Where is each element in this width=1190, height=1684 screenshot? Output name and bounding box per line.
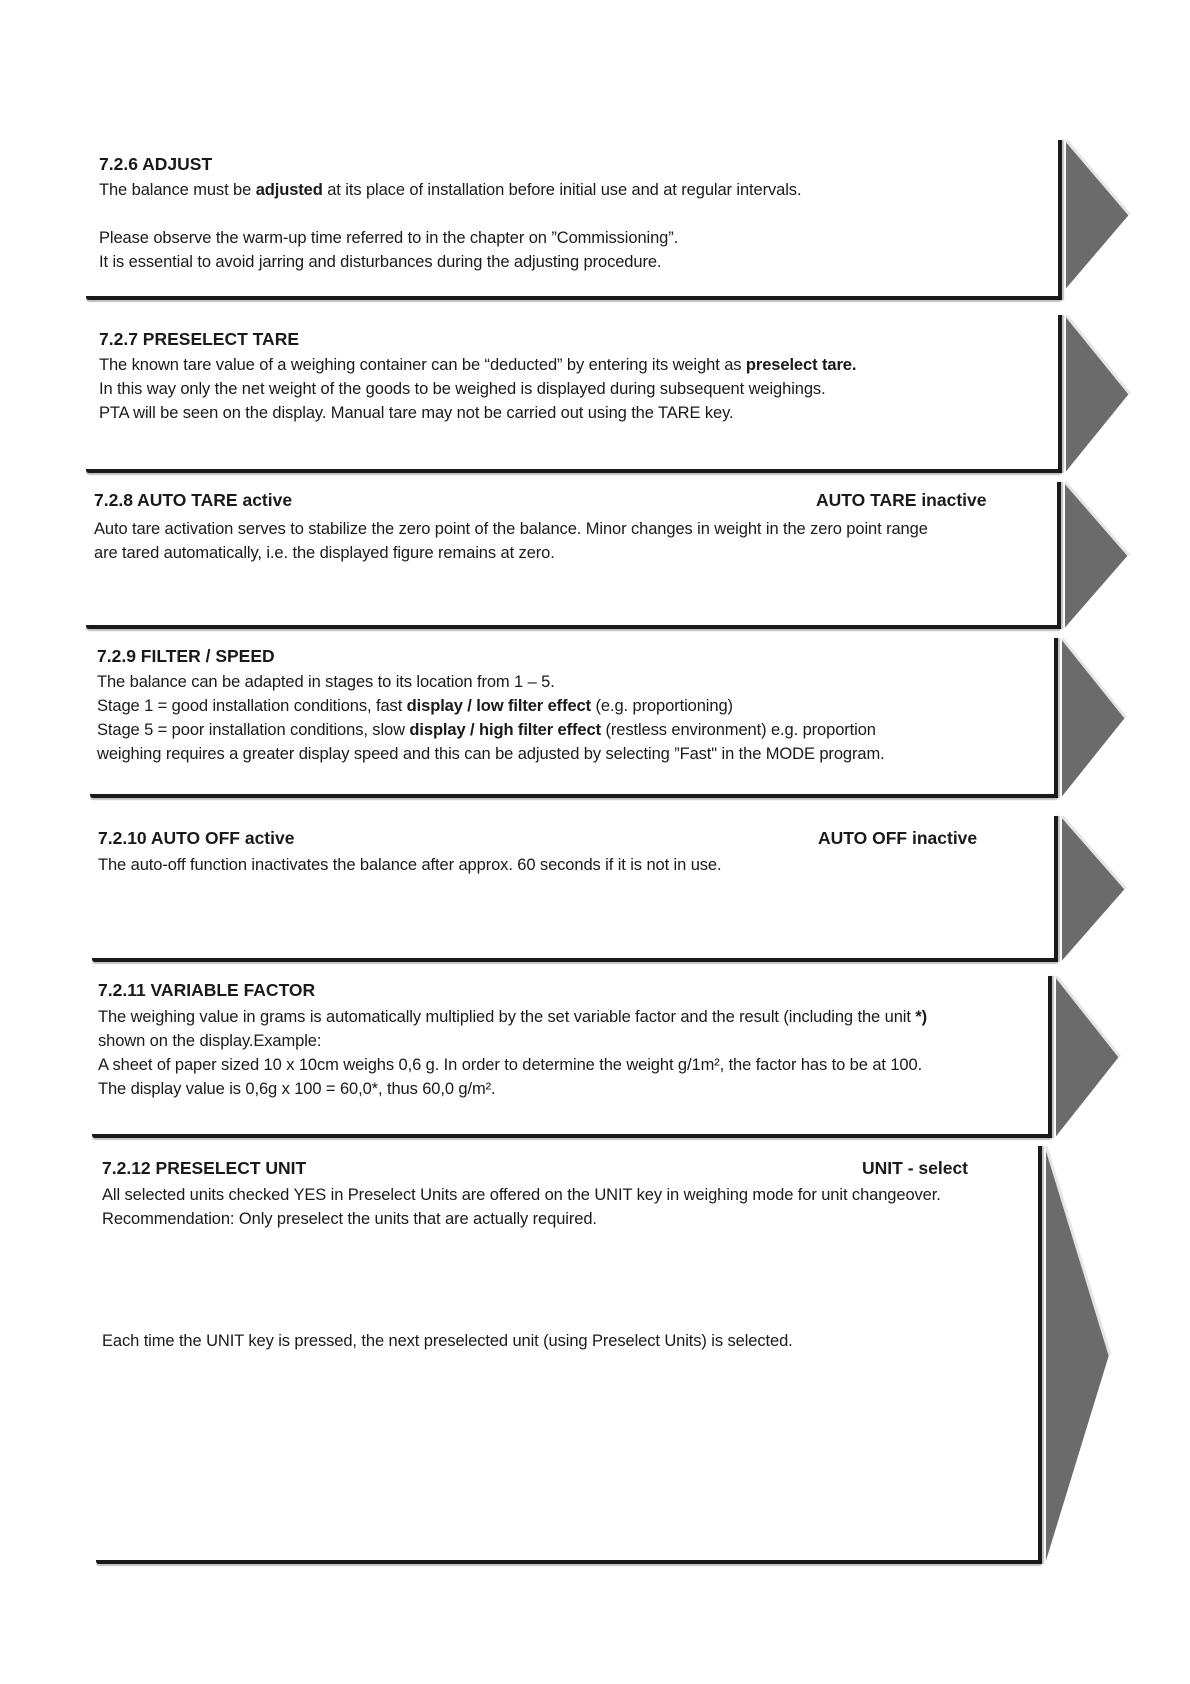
- section-filter-speed: [0, 638, 1190, 798]
- paragraph-line: [97, 672, 555, 692]
- paragraph-line: [99, 228, 678, 248]
- paragraph-line: [99, 379, 826, 399]
- section-variable-factor: [0, 976, 1190, 1138]
- text-run: The known tare value of a weighing container can be “deducted” by entering its weight as: [99, 356, 746, 374]
- section-right-title: UNIT - select: [862, 1158, 968, 1178]
- paragraph-line: [98, 855, 721, 875]
- section-arrow-icon: [1063, 482, 1133, 629]
- bottom-rule: [92, 1134, 1052, 1138]
- section-title: 7.2.12 PRESELECT UNIT: [102, 1158, 307, 1178]
- text-run: weighing requires a greater display speed and this can be adjusted by selecting ”Fast" in the MODE program.: [97, 745, 885, 763]
- section-preselect-tare: [0, 315, 1190, 473]
- section-preselect-unit: [0, 1146, 1190, 1564]
- bottom-rule: [96, 1560, 1042, 1564]
- paragraph-line: [94, 543, 555, 563]
- section-auto-tare: [0, 482, 1190, 629]
- section-arrow-icon: [1060, 816, 1130, 962]
- paragraph-line: [98, 1007, 927, 1027]
- section-right-title: AUTO TARE inactive: [816, 490, 987, 510]
- section-adjust: [0, 140, 1190, 300]
- paragraph-line: [99, 252, 661, 272]
- paragraph-line: [97, 720, 876, 740]
- text-run: at its place of installation before initial use and at regular intervals.: [322, 181, 802, 199]
- paragraph-line: [102, 1185, 941, 1205]
- text-run: The auto-off function inactivates the balance after approx. 60 seconds if it is not in use.: [98, 856, 722, 874]
- paragraph-line: [99, 403, 734, 423]
- text-run: It is essential to avoid jarring and disturbances during the adjusting procedure.: [99, 253, 662, 271]
- text-run: PTA will be seen on the display. Manual tare may not be carried out using the TARE key.: [99, 404, 734, 422]
- emphasized-text: *): [915, 1008, 928, 1026]
- section-title: 7.2.9 FILTER / SPEED: [97, 646, 275, 666]
- bottom-rule: [90, 794, 1058, 798]
- arrow-shape: [1062, 638, 1126, 798]
- section-title: 7.2.11 VARIABLE FACTOR: [98, 980, 316, 1000]
- paragraph-line: [98, 1079, 496, 1099]
- arrow-shape: [1046, 1146, 1110, 1564]
- section-title: 7.2.8 AUTO TARE active: [94, 490, 293, 510]
- section-title: 7.2.7 PRESELECT TARE: [99, 329, 300, 349]
- text-run: Stage 1 = good installation conditions, fast: [97, 697, 407, 715]
- emphasized-text: display / low filter effect: [406, 697, 592, 715]
- bottom-rule: [92, 958, 1058, 962]
- text-run: Each time the UNIT key is pressed, the next preselected unit (using Preselect Units) is selected.: [102, 1332, 793, 1350]
- text-run: shown on the display.Example:: [98, 1032, 322, 1050]
- arrow-shape: [1056, 976, 1120, 1138]
- paragraph-line: [98, 1055, 922, 1075]
- bottom-rule: [86, 469, 1062, 473]
- section-title: 7.2.6 ADJUST: [99, 154, 213, 174]
- text-run: Please observe the warm-up time referred to in the chapter on ”Commissioning”.: [99, 229, 679, 247]
- section-frame: [86, 140, 1062, 300]
- right-rule: [1038, 1146, 1042, 1564]
- emphasized-text: preselect tare.: [745, 356, 857, 374]
- right-rule: [1054, 638, 1058, 798]
- paragraph-line: [102, 1331, 793, 1351]
- text-run: (restless environment) e.g. proportion: [600, 721, 876, 739]
- text-run: All selected units checked YES in Preselect Units are offered on the UNIT key in weighing mode for unit changeover.: [102, 1186, 941, 1204]
- paragraph-line: [98, 1031, 321, 1051]
- emphasized-text: adjusted: [255, 181, 323, 199]
- text-run: (e.g. proportioning): [591, 697, 733, 715]
- text-run: The balance can be adapted in stages to its location from 1 – 5.: [97, 673, 555, 691]
- arrow-shape: [1065, 482, 1129, 629]
- text-run: A sheet of paper sized 10 x 10cm weighs 0,6 g. In order to determine the weight g/1m², the factor has to be at 100.: [98, 1056, 923, 1074]
- right-rule: [1048, 976, 1052, 1138]
- emphasized-text: display / high filter effect: [409, 721, 601, 739]
- arrow-shape: [1066, 140, 1130, 290]
- section-arrow-icon: [1054, 976, 1124, 1138]
- section-right-title: AUTO OFF inactive: [818, 828, 978, 848]
- section-arrow-icon: [1064, 315, 1134, 473]
- right-rule: [1058, 140, 1062, 300]
- text-run: Auto tare activation serves to stabilize the zero point of the balance. Minor changes in weight in the zero point range: [94, 520, 928, 538]
- paragraph-line: [97, 696, 733, 716]
- bottom-rule: [86, 296, 1062, 300]
- paragraph-line: [99, 355, 856, 375]
- right-rule: [1058, 315, 1062, 473]
- section-arrow-icon: [1064, 140, 1134, 290]
- text-run: The display value is 0,6g x 100 = 60,0*, thus 60,0 g/m².: [98, 1080, 496, 1098]
- section-title: 7.2.10 AUTO OFF active: [98, 828, 295, 848]
- paragraph-line: [97, 744, 885, 764]
- text-run: Stage 5 = poor installation conditions, slow: [97, 721, 410, 739]
- arrow-shape: [1062, 816, 1126, 962]
- section-arrow-icon: [1060, 638, 1130, 798]
- right-rule: [1057, 482, 1061, 629]
- arrow-shape: [1066, 315, 1130, 473]
- text-run: Recommendation: Only preselect the units that are actually required.: [102, 1210, 597, 1228]
- text-run: are tared automatically, i.e. the displayed figure remains at zero.: [94, 544, 555, 562]
- text-run: The balance must be: [99, 181, 256, 199]
- paragraph-line: [94, 519, 928, 539]
- paragraph-line: [102, 1209, 597, 1229]
- text-run: In this way only the net weight of the goods to be weighed is displayed during subsequent weighings.: [99, 380, 826, 398]
- right-rule: [1054, 816, 1058, 962]
- section-auto-off: [0, 816, 1190, 962]
- section-arrow-icon: [1044, 1146, 1114, 1564]
- paragraph-line: [99, 180, 801, 200]
- bottom-rule: [86, 625, 1061, 629]
- text-run: The weighing value in grams is automatically multiplied by the set variable factor and the result (including the unit: [98, 1008, 916, 1026]
